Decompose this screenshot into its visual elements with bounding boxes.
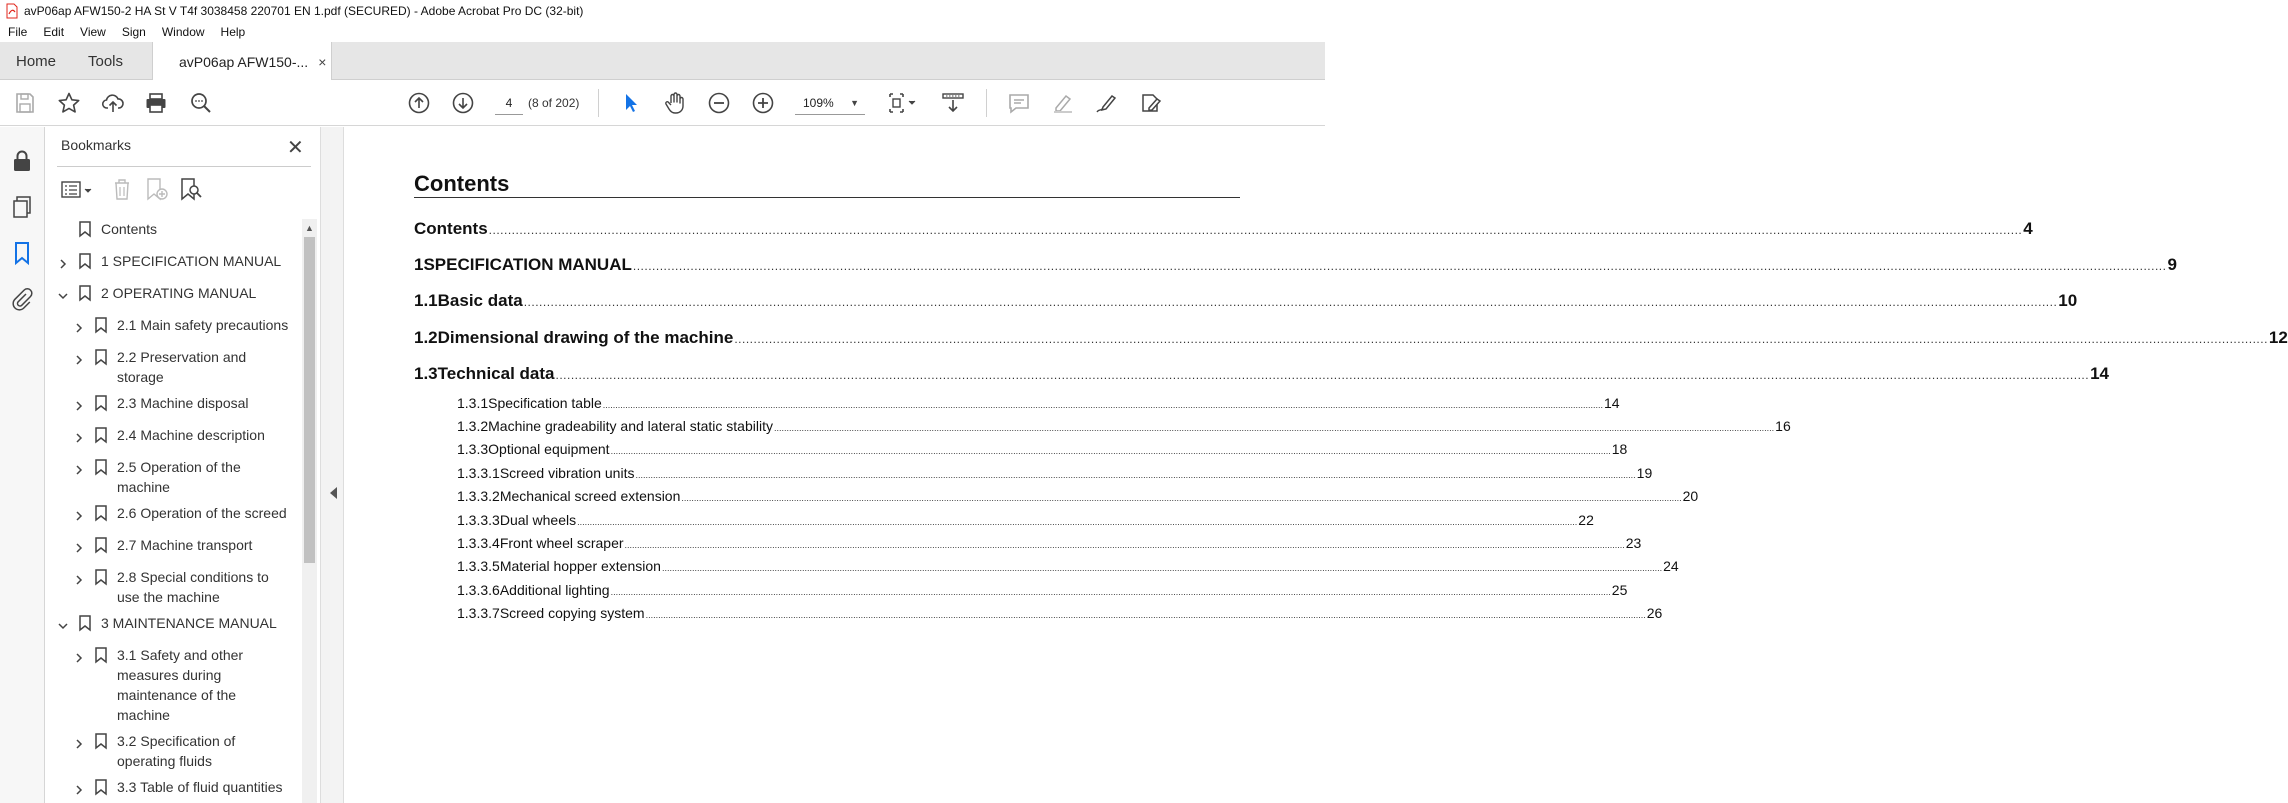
zoom-level-value: 109% bbox=[803, 96, 834, 110]
toc-page-number: 16 bbox=[1775, 418, 1791, 434]
bookmark-label: 1 SPECIFICATION MANUAL bbox=[101, 253, 282, 269]
tab-bar bbox=[0, 42, 1325, 80]
hand-icon[interactable] bbox=[662, 90, 688, 116]
scrollbar-thumb[interactable] bbox=[304, 237, 315, 563]
main-toolbar bbox=[0, 80, 1325, 126]
bookmark-icon bbox=[95, 459, 107, 475]
menu-file[interactable]: File bbox=[8, 25, 28, 39]
page-title: Contents bbox=[414, 171, 510, 196]
page-fit-icon[interactable] bbox=[886, 90, 920, 116]
toc-entry[interactable] bbox=[457, 582, 1628, 598]
acrobat-pdf-icon bbox=[6, 4, 18, 18]
toc-number: 1 bbox=[414, 255, 424, 274]
toc-entry[interactable] bbox=[457, 605, 1663, 621]
toc-leader-dots: ................................................................................................................................................................................................................................................................................................................................................................................................................ bbox=[734, 332, 2268, 346]
toc-leader-dots: ................................................................................................................................................................................................................................................................................................................................................................................................................ bbox=[645, 610, 1646, 620]
toc-page-number: 14 bbox=[1603, 395, 1620, 411]
toc-number: 1.3.3.3 bbox=[457, 512, 500, 528]
bookmark-icon bbox=[95, 647, 107, 663]
toc-page-number: 23 bbox=[1625, 535, 1642, 551]
toc-number: 1.3.3.2 bbox=[457, 488, 500, 504]
bookmark-panel-icon[interactable] bbox=[10, 241, 34, 265]
page-thumbnails-icon[interactable] bbox=[10, 195, 34, 219]
attachment-icon[interactable] bbox=[10, 287, 34, 311]
chevron-right-icon[interactable] bbox=[73, 319, 85, 331]
toc-page-number: 20 bbox=[1682, 488, 1699, 504]
zoom-level-select[interactable] bbox=[795, 91, 865, 115]
toc-leader-dots: ................................................................................................................................................................................................................................................................................................................................................................................................................ bbox=[624, 540, 1625, 550]
toc-leader-dots: ................................................................................................................................................................................................................................................................................................................................................................................................................ bbox=[577, 517, 1578, 527]
chevron-right-icon[interactable] bbox=[73, 461, 85, 473]
toc-label: Specification table bbox=[488, 395, 602, 411]
toc-leader-dots: ................................................................................................................................................................................................................................................................................................................................................................................................................ bbox=[681, 493, 1682, 503]
toc-number: 1.3.2 bbox=[457, 418, 489, 434]
toc-page-number: 9 bbox=[2167, 255, 2177, 274]
bookmark-label: 2.4 Machine description bbox=[117, 427, 265, 443]
title-rule bbox=[414, 197, 1240, 198]
bookmark-label: 2.3 Machine disposal bbox=[117, 395, 249, 411]
toc-leader-dots: ................................................................................................................................................................................................................................................................................................................................................................................................................ bbox=[661, 563, 1663, 573]
new-bookmark-icon[interactable] bbox=[145, 177, 169, 206]
menu-bar bbox=[0, 22, 1325, 42]
chevron-down-icon: ▼ bbox=[850, 98, 859, 108]
toc-number: 1.2 bbox=[414, 328, 438, 347]
toc-number: 1.3.3.4 bbox=[457, 535, 500, 551]
prev-page-icon[interactable] bbox=[406, 90, 432, 116]
toc-leader-dots: ................................................................................................................................................................................................................................................................................................................................................................................................................ bbox=[555, 368, 2090, 382]
toc-label: Material hopper extension bbox=[499, 558, 661, 574]
toc-entry[interactable] bbox=[414, 364, 2109, 384]
toc-number: 1.3.3.1 bbox=[457, 465, 500, 481]
bookmark-label: maintenance of the bbox=[117, 687, 237, 703]
toc-number: 1.3.3.6 bbox=[457, 582, 500, 598]
bookmark-label: 2.2 Preservation and bbox=[117, 349, 247, 365]
scroll-up-arrow-icon[interactable]: ▲ bbox=[305, 223, 314, 233]
draw-icon[interactable] bbox=[1094, 90, 1120, 116]
toc-label: Front wheel scraper bbox=[499, 535, 624, 551]
options-menu-icon[interactable] bbox=[61, 179, 93, 206]
bookmarks-scrollbar[interactable] bbox=[302, 219, 317, 803]
bookmark-label: 2.5 Operation of the bbox=[117, 459, 241, 475]
toc-entry[interactable] bbox=[457, 465, 1653, 481]
chevron-right-icon[interactable] bbox=[73, 649, 85, 661]
toc-label: Dual wheels bbox=[499, 512, 577, 528]
bookmark-label: 3 MAINTENANCE MANUAL bbox=[101, 615, 277, 631]
bookmark-label: operating fluids bbox=[117, 753, 212, 769]
chevron-right-icon[interactable] bbox=[73, 429, 85, 441]
bookmark-label: machine bbox=[117, 707, 170, 723]
chevron-down-icon[interactable] bbox=[57, 287, 69, 299]
toc-page-number: 19 bbox=[1636, 465, 1653, 481]
bookmark-icon bbox=[95, 505, 107, 521]
delete-bookmark-icon[interactable] bbox=[111, 177, 133, 206]
next-page-icon[interactable] bbox=[450, 90, 476, 116]
toolbar-divider bbox=[986, 89, 987, 117]
scroll-mode-icon[interactable] bbox=[940, 90, 966, 116]
toc-page-number: 10 bbox=[2058, 291, 2078, 310]
chevron-right-icon[interactable] bbox=[73, 781, 85, 793]
chevron-right-icon[interactable] bbox=[73, 397, 85, 409]
menu-window[interactable]: Window bbox=[161, 25, 205, 39]
toc-label: Dimensional drawing of the machine bbox=[437, 328, 734, 347]
bookmarks-header: Bookmarks bbox=[61, 137, 132, 153]
close-icon[interactable]: ✕ bbox=[287, 137, 304, 159]
bookmark-label: storage bbox=[117, 369, 164, 385]
bookmark-icon bbox=[95, 569, 107, 585]
select-cursor-icon[interactable] bbox=[618, 90, 644, 116]
tab-tools[interactable]: Tools bbox=[88, 52, 124, 70]
toc-number: 1.1 bbox=[414, 291, 438, 310]
toc-number: 1.3.1 bbox=[457, 395, 489, 411]
toc-entry[interactable] bbox=[414, 328, 2288, 348]
bookmark-label: Contents bbox=[101, 221, 158, 237]
toc-entry[interactable] bbox=[414, 255, 2177, 275]
toc-entry[interactable] bbox=[457, 535, 1642, 551]
toc-label: Screed vibration units bbox=[499, 465, 635, 481]
tab-document-label: avP06ap AFW150-... bbox=[179, 53, 309, 70]
save-icon[interactable] bbox=[12, 90, 38, 116]
divider bbox=[57, 166, 311, 167]
toc-page-number: 14 bbox=[2090, 364, 2109, 383]
toc-label: Machine gradeability and lateral static stability bbox=[488, 418, 773, 434]
toc-entry[interactable] bbox=[457, 418, 1791, 434]
toc-number: 1.3.3.5 bbox=[457, 558, 500, 574]
bookmark-icon bbox=[79, 253, 91, 269]
toc-label: Optional equipment bbox=[488, 441, 610, 457]
toc-label: Mechanical screed extension bbox=[499, 488, 681, 504]
bookmark-icon bbox=[79, 221, 91, 237]
toc-leader-dots: ................................................................................................................................................................................................................................................................................................................................................................................................................ bbox=[635, 470, 1636, 480]
bookmark-label: 3.2 Specification of bbox=[117, 733, 236, 749]
chevron-right-icon[interactable] bbox=[57, 255, 69, 267]
tab-document[interactable] bbox=[152, 42, 332, 81]
bookmark-label: 3.1 Safety and other bbox=[117, 647, 244, 663]
bookmark-icon bbox=[79, 615, 91, 631]
highlight-icon[interactable] bbox=[1050, 90, 1076, 116]
toc-entry[interactable] bbox=[414, 291, 2078, 311]
bookmark-icon bbox=[95, 733, 107, 749]
toc-number: 1.3 bbox=[414, 364, 438, 383]
chevron-right-icon[interactable] bbox=[73, 539, 85, 551]
collapse-panel-arrow-icon[interactable] bbox=[330, 487, 337, 499]
bookmark-icon bbox=[95, 395, 107, 411]
panel-collapse-gutter[interactable] bbox=[320, 127, 344, 803]
bookmark-label: use the machine bbox=[117, 589, 220, 605]
bookmark-icon bbox=[95, 317, 107, 333]
bookmarks-panel bbox=[45, 127, 320, 803]
toc-leader-dots: ................................................................................................................................................................................................................................................................................................................................................................................................................ bbox=[523, 295, 2058, 309]
bookmark-icon bbox=[79, 285, 91, 301]
chevron-down-icon[interactable] bbox=[57, 617, 69, 629]
bookmark-label: 2.6 Operation of the screed bbox=[117, 505, 287, 521]
bookmark-label: 2.8 Special conditions to bbox=[117, 569, 269, 585]
page-number-input[interactable]: 4 bbox=[495, 91, 523, 115]
toc-number: 1.3.3 bbox=[457, 441, 489, 457]
chevron-right-icon[interactable] bbox=[73, 351, 85, 363]
toc-label: Technical data bbox=[437, 364, 555, 383]
toc-label: Screed copying system bbox=[499, 605, 645, 621]
toc-page-number: 26 bbox=[1646, 605, 1663, 621]
toc-leader-dots: ................................................................................................................................................................................................................................................................................................................................................................................................................ bbox=[610, 446, 1611, 456]
toc-entry[interactable] bbox=[457, 441, 1628, 457]
bookmark-label: 2 OPERATING MANUAL bbox=[101, 285, 257, 301]
toc-entry[interactable] bbox=[414, 219, 2033, 239]
toc-leader-dots: ................................................................................................................................................................................................................................................................................................................................................................................................................ bbox=[488, 223, 2023, 237]
menu-view[interactable]: View bbox=[80, 25, 106, 39]
toc-entry[interactable] bbox=[457, 512, 1594, 528]
document-page bbox=[345, 127, 2288, 803]
toc-number: 1.3.3.7 bbox=[457, 605, 500, 621]
toc-leader-dots: ................................................................................................................................................................................................................................................................................................................................................................................................................ bbox=[773, 423, 1775, 433]
search-zoom-icon[interactable] bbox=[188, 90, 214, 116]
menu-help[interactable]: Help bbox=[220, 25, 246, 39]
zoom-out-icon[interactable] bbox=[706, 90, 732, 116]
find-bookmark-icon[interactable] bbox=[179, 177, 203, 206]
toc-label: Basic data bbox=[437, 291, 523, 310]
chevron-right-icon[interactable] bbox=[73, 507, 85, 519]
chevron-right-icon[interactable] bbox=[73, 735, 85, 747]
bookmark-label: 2.7 Machine transport bbox=[117, 537, 253, 553]
tab-home[interactable]: Home bbox=[16, 52, 57, 70]
page-count-label: (8 of 202) bbox=[528, 96, 580, 110]
menu-edit[interactable]: Edit bbox=[43, 25, 65, 39]
toc-entry[interactable] bbox=[457, 558, 1679, 574]
toc-label: Contents bbox=[414, 219, 488, 238]
upload-icon[interactable] bbox=[100, 90, 126, 116]
toolbar-divider bbox=[598, 89, 599, 117]
zoom-in-icon[interactable] bbox=[750, 90, 776, 116]
toc-leader-dots: ................................................................................................................................................................................................................................................................................................................................................................................................................ bbox=[602, 400, 1603, 410]
bookmark-label: measures during bbox=[117, 667, 222, 683]
title-bar bbox=[0, 0, 1325, 22]
bookmark-label: machine bbox=[117, 479, 170, 495]
bookmark-icon bbox=[95, 779, 107, 795]
toc-page-number: 25 bbox=[1611, 582, 1628, 598]
bookmark-icon bbox=[95, 349, 107, 365]
toc-page-number: 4 bbox=[2023, 219, 2033, 238]
toc-entry[interactable] bbox=[457, 488, 1699, 504]
toc-page-number: 12 bbox=[2268, 328, 2288, 347]
tab-close-icon[interactable]: × bbox=[318, 53, 327, 70]
toc-page-number: 22 bbox=[1578, 512, 1594, 528]
left-nav-rail bbox=[0, 127, 45, 803]
bookmark-tree bbox=[45, 219, 303, 803]
chevron-right-icon[interactable] bbox=[73, 571, 85, 583]
fill-sign-icon[interactable] bbox=[1138, 90, 1164, 116]
toc-entry[interactable] bbox=[457, 395, 1620, 411]
window-title: avP06ap AFW150-2 HA St V T4f 3038458 220701 EN 1.pdf (SECURED) - Adobe Acrobat Pro DC (32-bit) bbox=[24, 4, 584, 18]
toc-label: SPECIFICATION MANUAL bbox=[423, 255, 632, 274]
star-icon[interactable] bbox=[56, 90, 82, 116]
print-icon[interactable] bbox=[143, 90, 169, 116]
bookmark-label: 3.3 Table of fluid quantities bbox=[117, 779, 283, 795]
lock-icon[interactable] bbox=[10, 149, 34, 173]
toc-leader-dots: ................................................................................................................................................................................................................................................................................................................................................................................................................ bbox=[610, 587, 1611, 597]
toc-page-number: 18 bbox=[1611, 441, 1628, 457]
comment-icon[interactable] bbox=[1006, 90, 1032, 116]
menu-sign[interactable]: Sign bbox=[121, 25, 146, 39]
bookmark-icon bbox=[95, 427, 107, 443]
bookmark-icon bbox=[95, 537, 107, 553]
toc-label: Additional lighting bbox=[499, 582, 610, 598]
bookmark-label: 2.1 Main safety precautions bbox=[117, 317, 289, 333]
toc-leader-dots: ................................................................................................................................................................................................................................................................................................................................................................................................................ bbox=[632, 259, 2167, 273]
toc-page-number: 24 bbox=[1663, 558, 1679, 574]
